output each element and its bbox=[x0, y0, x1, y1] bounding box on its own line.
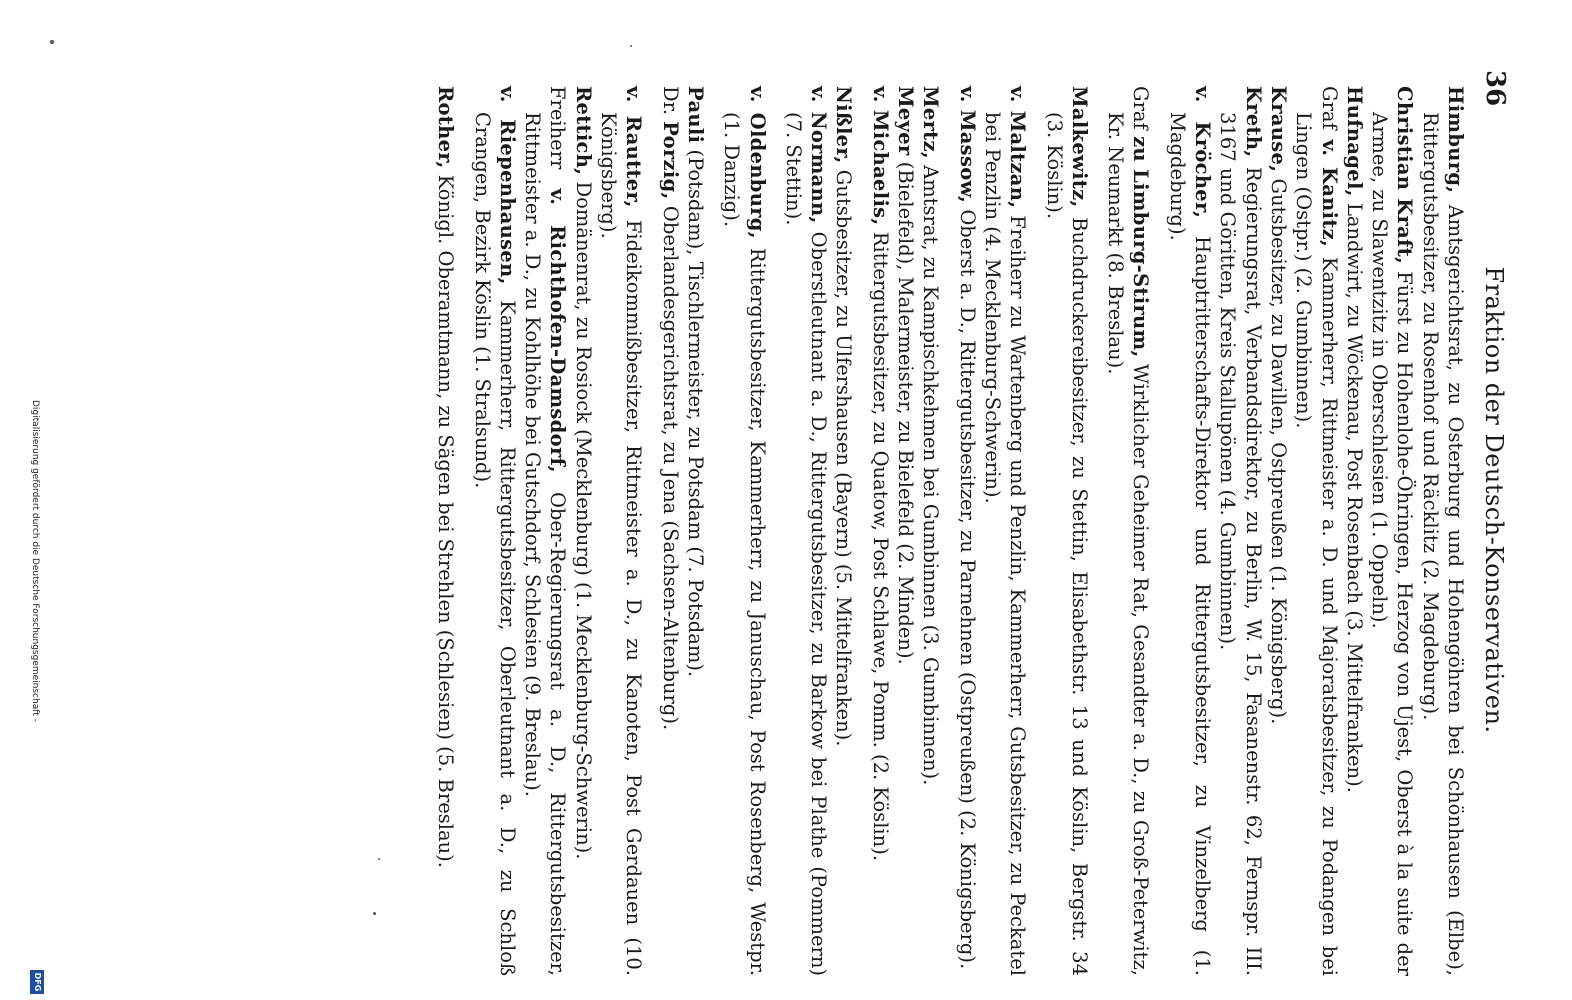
member-details: Wirklicher Geheimer Rat, Gesandter a. D., zu Groß-Peterwitz, Kr. Neumarkt (8. Breslau). bbox=[1104, 112, 1153, 976]
member-name: Himburg, bbox=[1444, 86, 1467, 194]
member-entry bbox=[1367, 86, 1418, 976]
member-entry bbox=[1103, 86, 1154, 976]
member-details: Landwirt, zu Wöckenau, Post Rosenbach (3. Mittelfranken). bbox=[1342, 196, 1366, 793]
member-entry bbox=[781, 86, 832, 976]
member-entry bbox=[520, 86, 571, 976]
member-entry bbox=[1417, 86, 1468, 976]
member-details: Fideikommißbesitzer, Rittmeister a. D., zu Kanoten, Post Gerdauen (10. Königsberg). bbox=[597, 112, 646, 976]
member-entry bbox=[433, 86, 458, 976]
member-details: Regierungsrat, Verbandsdirektor, zu Berlin, W. 15, Fasanenstr. 62, Fernspr. III. 3167 und Göritten, Kreis Stallupönen (4. Gumbinnen). bbox=[1216, 112, 1265, 976]
member-details: Hauptritterschafts-Direktor und Rittergutsbesitzer, zu Vinzelberg (1. Magdeburg). bbox=[1165, 112, 1215, 976]
member-details: Königl. Oberamtmann, zu Sägen bei Strehlen (Schlesien) (5. Breslau). bbox=[434, 168, 458, 868]
member-name: v. Normann, bbox=[807, 86, 831, 224]
page-header bbox=[1470, 0, 1510, 1000]
member-prefix: Dr. bbox=[658, 86, 682, 122]
member-details: (Potsdam), Tischlermeister, zu Potsdam (7. Potsdam). bbox=[683, 143, 707, 678]
member-entry bbox=[867, 86, 892, 976]
member-details: Oberlandesgerichtsrat, zu Jena (Sachsen-Altenburg). bbox=[658, 199, 682, 731]
member-details: Gutsbesitzer, zu Ulfershausen (Bayern) (5. Mittelfranken). bbox=[832, 163, 856, 747]
member-name: Malkewitz, bbox=[1067, 86, 1091, 208]
member-name: Mertz, bbox=[919, 86, 943, 159]
member-name: v. Richthofen-Damsdorf, bbox=[546, 188, 570, 473]
member-details: Rittergutsbesitzer, zu Quatow, Post Schlawe, Pomm. (2. Köslin). bbox=[868, 225, 892, 862]
member-name: Pauli bbox=[683, 86, 707, 144]
page-number: 36 bbox=[1480, 70, 1510, 107]
member-details: Kammerherr, Rittmeister a. D. und Majoratsbesitzer, zu Podangen bei Lingen (Ostpr.) (2. Gumbinnen). bbox=[1292, 112, 1341, 976]
member-name: Christian Kraft, bbox=[1393, 86, 1417, 265]
scan-speck bbox=[630, 45, 632, 47]
member-details: Fürst zu Hohenlohe-Öhringen, Herzog von Ujest, Oberst à la suite der Armee, zu Slawentzitz in Oberschlesien (1. Oppeln). bbox=[1368, 112, 1417, 976]
member-entry bbox=[719, 86, 770, 976]
running-title: Fraktion der Deutsch-Konservativen. bbox=[1480, 266, 1508, 734]
member-details: Oberstleutnant a. D., Rittergutsbesitzer, zu Barkow bei Plathe (Pommern) (7. Stettin). bbox=[781, 112, 831, 977]
member-details: (Bielefeld), Malermeister, zu Bielefeld (2. Minden). bbox=[894, 155, 918, 665]
dfg-logo: DFG bbox=[30, 970, 44, 994]
digitization-credit: Digitalisierung gefördert durch die Deutsche Forschungsgemeinschaft - bbox=[30, 400, 40, 722]
scan-speck bbox=[50, 40, 54, 44]
member-entry bbox=[683, 86, 708, 976]
member-details: Domänenrat, zu Rosiock (Mecklenburg) (1. Mecklenburg-Schwerin). bbox=[571, 175, 595, 860]
scan-speck bbox=[378, 858, 380, 860]
member-name: Rother, bbox=[434, 86, 458, 169]
member-details: Buchdruckereibesitzer, zu Stettin, Elisabethstr. 13 und Köslin, Bergstr. 34 (3. Köslin). bbox=[1042, 112, 1091, 976]
member-entry bbox=[571, 86, 596, 976]
member-entry bbox=[1342, 86, 1367, 976]
member-details: Oberst a. D., Rittergutsbesitzer, zu Parnehnen (Ostpreußen) (2. Königsberg). bbox=[955, 203, 979, 970]
member-name: v. Massow, bbox=[955, 86, 979, 204]
member-name: v. Kanitz, bbox=[1317, 139, 1341, 248]
member-details: Rittergutsbesitzer, Kammerherr, zu Januschau, Post Rosenberg, Westpr. (1. Danzig). bbox=[720, 112, 769, 976]
scan-speck bbox=[373, 912, 376, 915]
member-name: Nißler, bbox=[832, 86, 856, 164]
member-prefix: Freiherr bbox=[546, 86, 570, 189]
member-details: Amtsrat, zu Kampischkehmen bei Gumbinnen (3. Gumbinnen). bbox=[919, 158, 943, 786]
member-name: v. Oldenburg, bbox=[745, 86, 769, 239]
member-prefix: Graf bbox=[1317, 86, 1341, 140]
member-entry bbox=[596, 86, 647, 976]
member-name: v. Maltzan, bbox=[1006, 86, 1030, 209]
member-name: Kreth, bbox=[1241, 86, 1265, 158]
member-prefix: Graf bbox=[1129, 86, 1153, 137]
member-list bbox=[433, 86, 1468, 976]
member-entry bbox=[893, 86, 918, 976]
member-name: zu Limburg-Stirum, bbox=[1129, 136, 1153, 358]
member-entry bbox=[1041, 86, 1092, 976]
member-entry bbox=[1266, 86, 1291, 976]
member-entry bbox=[831, 86, 856, 976]
member-name: Rettich, bbox=[571, 86, 595, 176]
member-name: Hufnagel, bbox=[1342, 86, 1366, 197]
member-details: Freiherr zu Wartenberg und Penzlin, Kammerherr, Gutsbesitzer, zu Peckatel bei Penzlin (4. Mecklenburg-Schwerin). bbox=[980, 112, 1030, 976]
member-name: v. Michaelis, bbox=[868, 86, 892, 226]
member-details: Gutsbesitzer, zu Dawillen, Ostpreußen (1. Königsberg). bbox=[1266, 172, 1290, 725]
member-name: v. Rautter, bbox=[622, 86, 646, 208]
member-entry bbox=[918, 86, 943, 976]
member-entry bbox=[657, 86, 682, 976]
member-entry bbox=[954, 86, 979, 976]
member-details: Amtsgerichtsrat, zu Osterburg und Hohengöhren bei Schönhausen (Elbe), Rittergutsbesitzer, zu Rosenhof und Räcklitz (2. Magdeburg). bbox=[1418, 112, 1467, 976]
member-entry bbox=[980, 86, 1031, 976]
member-name: v. Kröcher, bbox=[1191, 86, 1215, 219]
member-name: Porzig, bbox=[658, 121, 682, 200]
member-name: Meyer bbox=[894, 86, 918, 156]
member-details: Ober-Regierungsrat a. D., Rittergutsbesitzer, Rittmeister a. D., zu Kohlhöhe bei Gutschdorf, Schlesien (9. Breslau). bbox=[521, 112, 570, 977]
member-name: Krause, bbox=[1266, 86, 1290, 173]
member-entry bbox=[1291, 86, 1342, 976]
member-name: v. Riepenhausen, bbox=[495, 86, 519, 285]
member-entry bbox=[1164, 86, 1215, 976]
member-entry bbox=[469, 86, 520, 976]
member-entry bbox=[1215, 86, 1266, 976]
member-details: Kammerherr, Rittergutsbesitzer, Oberleutnant a. D., zu Schloß Crangen, Bezirk Köslin (1. Stralsund). bbox=[470, 112, 519, 976]
